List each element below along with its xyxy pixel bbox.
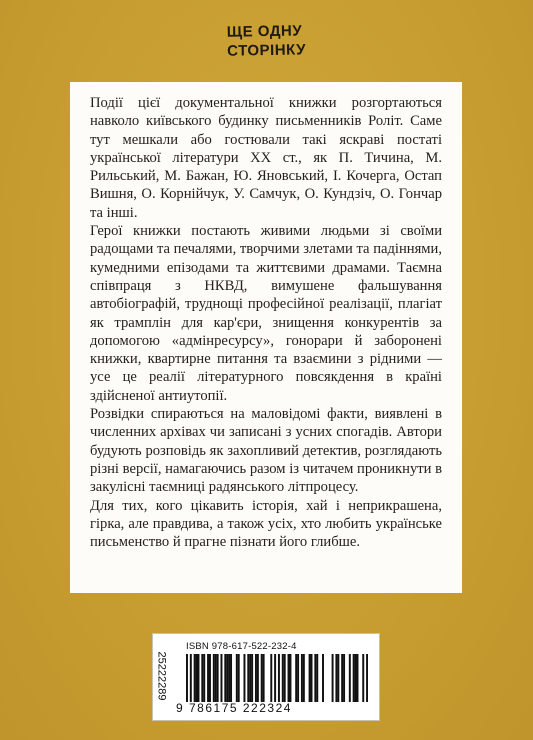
publisher-logo-line-2: СТОРІНКУ (227, 41, 307, 60)
barcode-bar (335, 654, 337, 702)
barcode-bar (311, 654, 313, 702)
barcode-bar (238, 654, 240, 702)
barcode-bar (196, 654, 198, 702)
barcode-bar (190, 654, 192, 702)
barcode-bar (236, 654, 238, 702)
barcode-bar (201, 654, 203, 702)
barcode-bar (230, 654, 232, 702)
barcode-bar (303, 654, 305, 702)
barcode-bar (197, 654, 199, 702)
barcode-bar (226, 654, 228, 702)
barcode-bar (207, 654, 209, 702)
barcode-bar (255, 654, 257, 702)
barcode-bar (289, 654, 291, 702)
barcode-bar (301, 654, 303, 702)
barcode-bar (203, 654, 205, 702)
barcode-bar (224, 654, 226, 702)
barcode-bar (353, 654, 355, 702)
barcode-bar (357, 654, 359, 702)
barcode-bar (316, 654, 318, 702)
barcode-bar (215, 654, 217, 702)
publisher-logo-line-1: ЩЕ ОДНУ (226, 22, 303, 41)
blurb-text (90, 94, 442, 551)
barcode-bar (349, 654, 351, 702)
barcode-bar (309, 654, 311, 702)
barcode-bar (314, 654, 316, 702)
barcode-bar (194, 654, 196, 702)
barcode-bar (322, 654, 324, 702)
ean-number: 9 786175 222324 (176, 701, 292, 715)
barcode-bar (247, 654, 249, 702)
isbn-text: ISBN 978-617-522-232-4 (186, 641, 297, 652)
barcode-bar (341, 654, 343, 702)
barcode-bar (362, 654, 364, 702)
barcode-bar (297, 654, 299, 702)
barcode-bar (295, 654, 297, 702)
barcode-bar (243, 654, 245, 702)
barcode-bar (343, 654, 345, 702)
barcode-bar (228, 654, 230, 702)
blurb-paragraph-2: Герої книжки постають живими людьми зі своїми радощами та печалями, творчими злетами та падіннями, кумедними епізодами та життєвими драмами. Таємна співпраця з НКВД, вимушене фальшування автобіографій, труднощі професійної реалізації, плагіат як трамплін для кар'єри, знищення конкурентів за допомогою «адмінресурсу», гонорари й заборонені книжки, квартирне питання та взаємини з рідними — усе це реалії літературного повсякдення в країні здійсненої антиутопії. (90, 223, 442, 404)
barcode-bar (284, 654, 286, 702)
barcode-bar (282, 654, 284, 702)
barcode-bar (257, 654, 259, 702)
barcode-bar (337, 654, 339, 702)
barcode-bar (251, 654, 253, 702)
barcode-bar (186, 654, 188, 702)
barcode-bar (263, 654, 265, 702)
barcode-bars (186, 654, 368, 702)
barcode-bar (213, 654, 215, 702)
side-number-text: 25222289 (155, 651, 168, 701)
barcode-bar (220, 654, 222, 702)
barcode-bar (366, 654, 368, 702)
blurb-paragraph-3: Розвідки спираються на маловідомі факти, виявлені в численних архівах чи записані з усних спогадів. Автори будують розповідь як захопливий детектив, розглядають різні версії, намагаючись разом із читачем проникнути в закулісні таємниці радянського літпроцесу. (90, 406, 442, 496)
barcode-bar (209, 654, 211, 702)
barcode-bar (288, 654, 290, 702)
barcode-bar (278, 654, 280, 702)
barcode-bar (249, 654, 251, 702)
barcode-bar (261, 654, 263, 702)
barcode-bar (217, 654, 219, 702)
blurb-paragraph-1: Події цієї документальної книжки розгортаються навколо київського будинку письменників Роліт. Саме тут мешкали або гостювали такі яскраві постаті української літератури ХХ ст., як П. Тичина, М. Рильський, М. Бажан, Ю. Яновський, І. Кочерга, Остап Вишня, О. Корнійчук, У. Самчук, О. Кундзіч, О. Гончар та інші. (90, 95, 442, 221)
blurb-paragraph-4: Для тих, кого цікавить історія, хай і неприкрашена, гірка, але правдива, а також усіх, хто любить українське письменство й прагне пізнати його глибше. (90, 497, 442, 551)
side-number (154, 640, 168, 712)
barcode-bar (270, 654, 272, 702)
publisher-logo (227, 21, 310, 60)
barcode-bar (355, 654, 357, 702)
barcode-bar (332, 654, 334, 702)
barcode-bar (274, 654, 276, 702)
